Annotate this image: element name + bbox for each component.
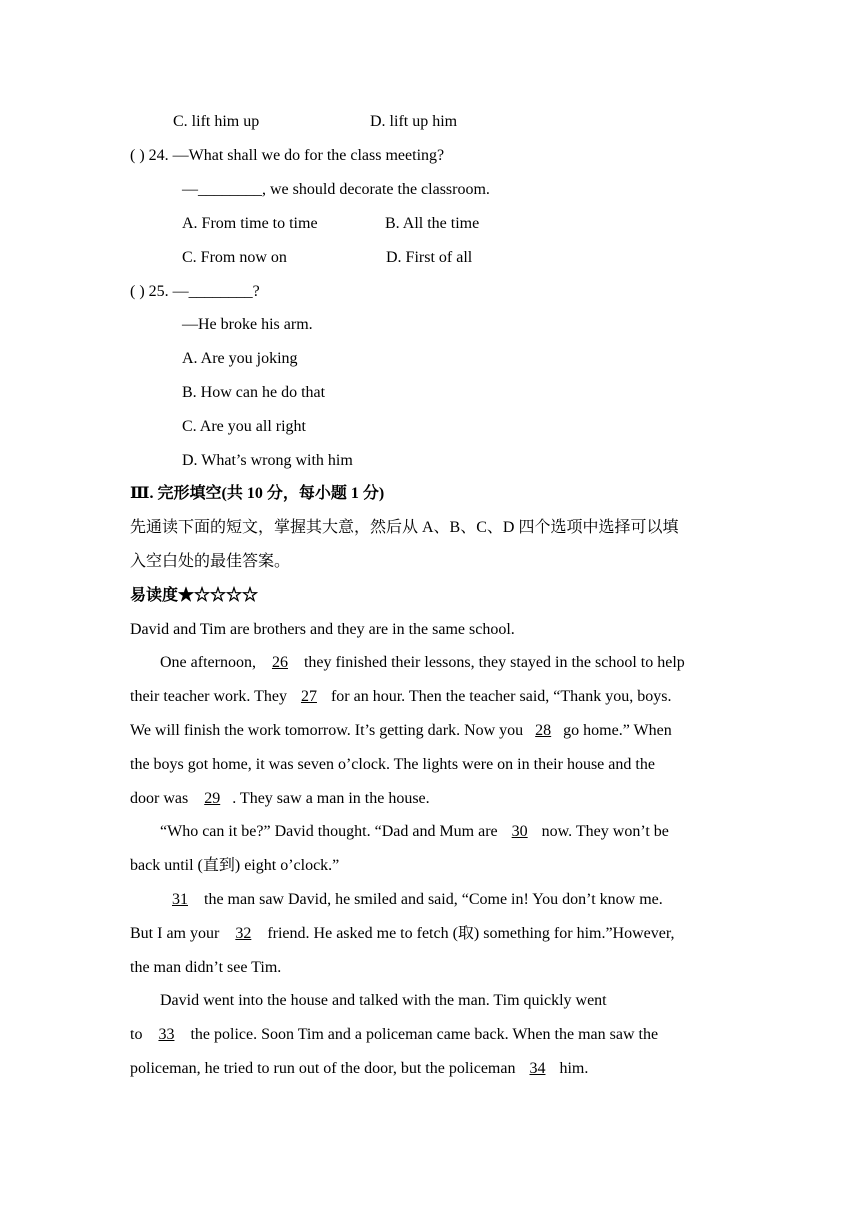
q25-option-d: D. What’s wrong with him — [182, 452, 353, 469]
q24-reply: —________, we should decorate the classroom. — [182, 181, 490, 198]
answer-paren: ( ) — [130, 283, 145, 300]
passage-line: to 33 the police. Soon Tim and a policeman came back. When the man saw the — [130, 1024, 658, 1046]
passage-line: 31 the man saw David, he smiled and said, “Come in! You don’t know me. — [160, 889, 663, 911]
q24-option-a: A. From time to time — [182, 215, 318, 232]
q24-option-b: B. All the time — [385, 215, 480, 232]
q23-option-d: D. lift up him — [370, 113, 458, 130]
q25-option-a: A. Are you joking — [182, 350, 298, 367]
passage-line: We will finish the work tomorrow. It’s getting dark. Now you 28 go home.” When — [130, 720, 672, 742]
q23-option-c: C. lift him up — [173, 113, 260, 130]
q24-stem — [130, 145, 444, 167]
question-text: 24. —What shall we do for the class meeting? — [148, 147, 445, 164]
section-instruction: 先通读下面的短文，掌握其大意，然后从 A、B、C、D 四个选项中选择可以填 — [130, 519, 679, 536]
passage-line: One afternoon, 26 they finished their lessons, they stayed in the school to help — [160, 652, 685, 674]
q25-reply: —He broke his arm. — [182, 316, 313, 333]
passage-line: David and Tim are brothers and they are in the same school. — [130, 621, 515, 638]
blank-31: 31 — [172, 891, 188, 908]
passage-line: door was 29 . They saw a man in the house. — [130, 788, 430, 810]
q24-option-d: D. First of all — [386, 249, 473, 266]
question-text: 25. —________? — [148, 283, 260, 300]
section-instruction-cont: 入空白处的最佳答案。 — [130, 553, 291, 570]
blank-30: 30 — [511, 823, 528, 840]
passage-line: But I am your 32 friend. He asked me to fetch (取) something for him.”However, — [130, 923, 675, 945]
blank-27: 27 — [300, 688, 317, 705]
blank-28: 28 — [535, 722, 552, 739]
passage-line: policeman, he tried to run out of the door, but the policeman 34 him. — [130, 1058, 588, 1080]
passage-line: David went into the house and talked with the man. Tim quickly went — [160, 992, 607, 1009]
passage-line: the man didn’t see Tim. — [130, 959, 282, 976]
q24-option-c: C. From now on — [182, 249, 287, 266]
q25-stem — [130, 281, 260, 303]
q25-option-c: C. Are you all right — [182, 418, 306, 435]
section-heading: Ⅲ. 完形填空(共 10 分，每小题 1 分) — [130, 485, 385, 502]
blank-26: 26 — [271, 654, 288, 671]
blank-34: 34 — [529, 1060, 546, 1077]
answer-paren: ( ) — [130, 147, 145, 164]
blank-32: 32 — [235, 925, 252, 942]
blank-33: 33 — [158, 1026, 175, 1043]
passage-line: the boys got home, it was seven o’clock. The lights were on in their house and the — [130, 756, 655, 773]
difficulty-rating: 易读度★☆☆☆☆ — [130, 587, 259, 604]
passage-line: their teacher work. They 27 for an hour. Then the teacher said, “Thank you, boys. — [130, 686, 671, 708]
q25-option-b: B. How can he do that — [182, 384, 326, 401]
blank-29: 29 — [204, 790, 221, 807]
passage-line: back until (直到) eight o’clock.” — [130, 857, 340, 874]
passage-line: “Who can it be?” David thought. “Dad and Mum are 30 now. They won’t be — [160, 821, 669, 843]
